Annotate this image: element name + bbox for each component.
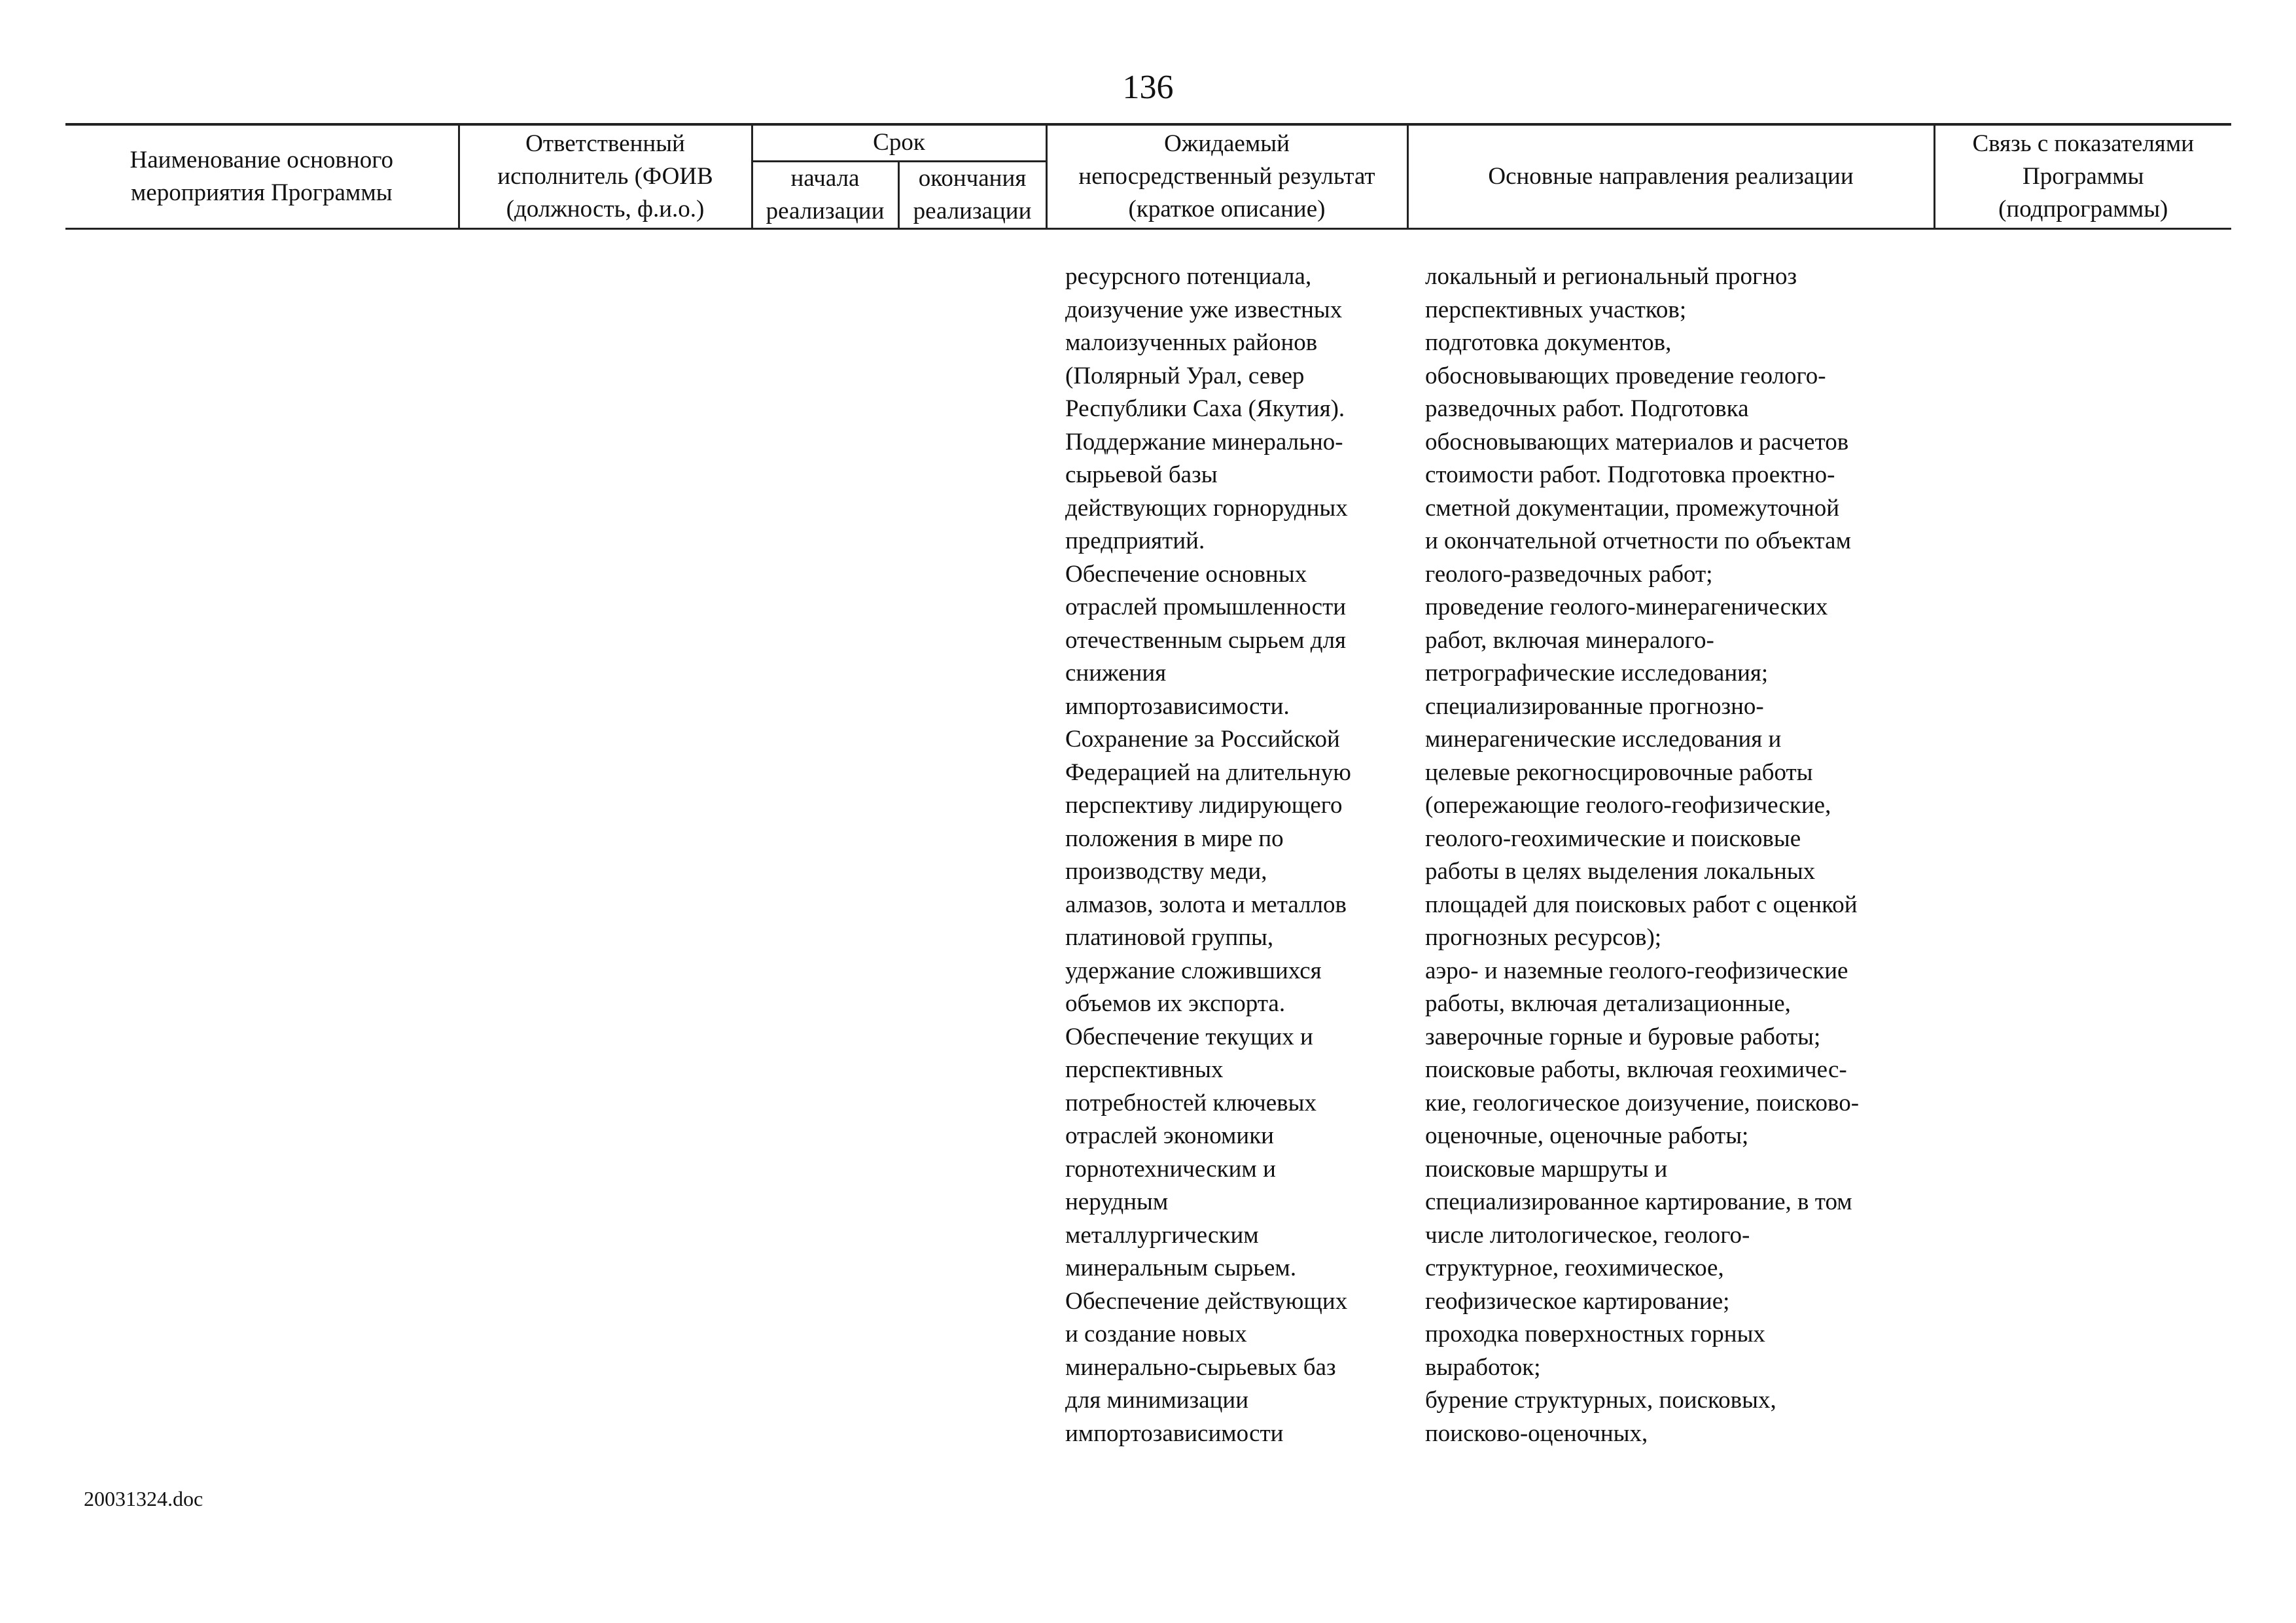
header-term-end: окончания реализации [898, 161, 1046, 228]
header-expected-result: Ожидаемый непосредственный результат (краткое описание) [1046, 124, 1407, 228]
text-line: Обеспечение основных [1065, 560, 1307, 588]
footer-doc-id: 20031324.doc [84, 1487, 203, 1510]
header-term: Срок [752, 124, 1046, 161]
text-line: бурение структурных, поисковых, [1425, 1387, 1776, 1414]
text-line: (опережающие геолого-геофизические, [1425, 792, 1831, 819]
text-line: платиновой группы, [1065, 924, 1274, 951]
text-line: обосновывающих проведение геолого- [1425, 362, 1826, 389]
text-line: для минимизации [1065, 1387, 1249, 1414]
text-line: геолого-геохимические и поисковые [1425, 825, 1801, 852]
text-line: специализированные прогнозно- [1425, 692, 1764, 720]
text-line: числе литологическое, геолого- [1425, 1221, 1750, 1249]
text-line: предприятий. [1065, 527, 1205, 554]
header-main-activity: Наименование основного мероприятия Программы [65, 124, 459, 228]
text-line: отраслей промышленности [1065, 594, 1347, 620]
text-line: действующих горнорудных [1065, 494, 1348, 522]
table-header [65, 123, 2231, 230]
text-line: Обеспечение действующих [1065, 1287, 1348, 1315]
text-line: целевые рекогносцировочные работы [1425, 758, 1813, 786]
text-line: перспективных участков; [1425, 296, 1687, 323]
text-line: нерудным [1065, 1188, 1169, 1215]
text-line: отраслей экономики [1065, 1122, 1274, 1149]
text-line: локальный и региональный прогноз [1425, 263, 1797, 290]
text-line: Поддержание минерально- [1065, 428, 1343, 455]
text-line: подготовка документов, [1425, 329, 1672, 356]
header-responsible: Ответственный исполнитель (ФОИВ (должность, ф.и.о.) [459, 124, 752, 228]
text-line: доизучение уже известных [1065, 296, 1343, 323]
text-line: сметной документации, промежуточной [1425, 494, 1840, 522]
text-line: минерагенические исследования и [1425, 726, 1782, 753]
text-line: проходка поверхностных горных [1425, 1321, 1765, 1347]
text-line: поисковые работы, включая геохимичес- [1425, 1056, 1847, 1083]
text-line: объемов их экспорта. [1065, 990, 1286, 1017]
text-line: стоимости работ. Подготовка проектно- [1425, 461, 1835, 488]
page-number: 136 [1122, 69, 1174, 106]
directions-column [1425, 260, 1922, 1450]
text-line: работ, включая минералого- [1425, 626, 1714, 654]
text-line: ресурсного потенциала, [1065, 263, 1312, 290]
text-line: перспективных [1065, 1056, 1224, 1083]
text-line: импортозависимости [1065, 1419, 1284, 1447]
expected-result-column [1065, 260, 1399, 1450]
text-line: поисковые маршруты и [1425, 1155, 1668, 1183]
header-indicators-link: Связь с показателями Программы (подпрограммы) [1934, 124, 2231, 228]
text-line: сырьевой базы [1065, 461, 1218, 488]
text-line: удержание сложившихся [1065, 957, 1322, 984]
header-directions: Основные направления реализации [1407, 124, 1934, 228]
text-line: (Полярный Урал, север [1065, 362, 1305, 389]
text-line: разведочных работ. Подготовка [1425, 395, 1749, 422]
text-line: проведение геолого-минерагенических [1425, 594, 1828, 620]
text-line: работы в целях выделения локальных [1425, 858, 1816, 885]
text-line: перспективу лидирующего [1065, 792, 1343, 819]
text-line: и создание новых [1065, 1321, 1247, 1347]
text-line: Республики Саха (Якутия). [1065, 395, 1345, 422]
text-line: оценочные, оценочные работы; [1425, 1122, 1749, 1149]
text-line: Сохранение за Российской [1065, 726, 1340, 753]
text-line: заверочные горные и буровые работы; [1425, 1023, 1821, 1050]
text-line: минеральным сырьем. [1065, 1255, 1297, 1281]
text-line: производству меди, [1065, 858, 1267, 885]
text-line: отечественным сырьем для [1065, 626, 1347, 654]
text-line: структурное, геохимическое, [1425, 1255, 1724, 1281]
text-line: обосновывающих материалов и расчетов [1425, 428, 1849, 455]
text-line: снижения [1065, 660, 1167, 687]
text-line: минерально-сырьевых баз [1065, 1353, 1336, 1381]
text-line: поисково-оценочных, [1425, 1419, 1648, 1447]
text-line: аэро- и наземные геолого-геофизические [1425, 957, 1848, 984]
text-line: импортозависимости. [1065, 692, 1290, 720]
text-line: потребностей ключевых [1065, 1089, 1317, 1116]
text-line: Обеспечение текущих и [1065, 1023, 1313, 1050]
text-line: алмазов, золота и металлов [1065, 891, 1347, 918]
text-line: металлургическим [1065, 1221, 1259, 1249]
text-line: малоизученных районов [1065, 329, 1318, 356]
text-line: геофизическое картирование; [1425, 1287, 1730, 1315]
text-line: работы, включая детализационные, [1425, 990, 1791, 1017]
text-line: специализированное картирование, в том [1425, 1188, 1852, 1215]
text-line: горнотехническим и [1065, 1155, 1276, 1183]
text-line: петрографические исследования; [1425, 660, 1769, 687]
text-line: выработок; [1425, 1353, 1541, 1381]
text-line: площадей для поисковых работ с оценкой [1425, 891, 1858, 918]
text-line: положения в мире по [1065, 825, 1284, 852]
text-line: прогнозных ресурсов); [1425, 924, 1662, 951]
text-line: и окончательной отчетности по объектам [1425, 527, 1852, 554]
text-line: геолого-разведочных работ; [1425, 560, 1713, 588]
text-line: кие, геологическое доизучение, поисково- [1425, 1089, 1860, 1116]
header-term-start: начала реализации [752, 161, 898, 228]
text-line: Федерацией на длительную [1065, 758, 1351, 786]
